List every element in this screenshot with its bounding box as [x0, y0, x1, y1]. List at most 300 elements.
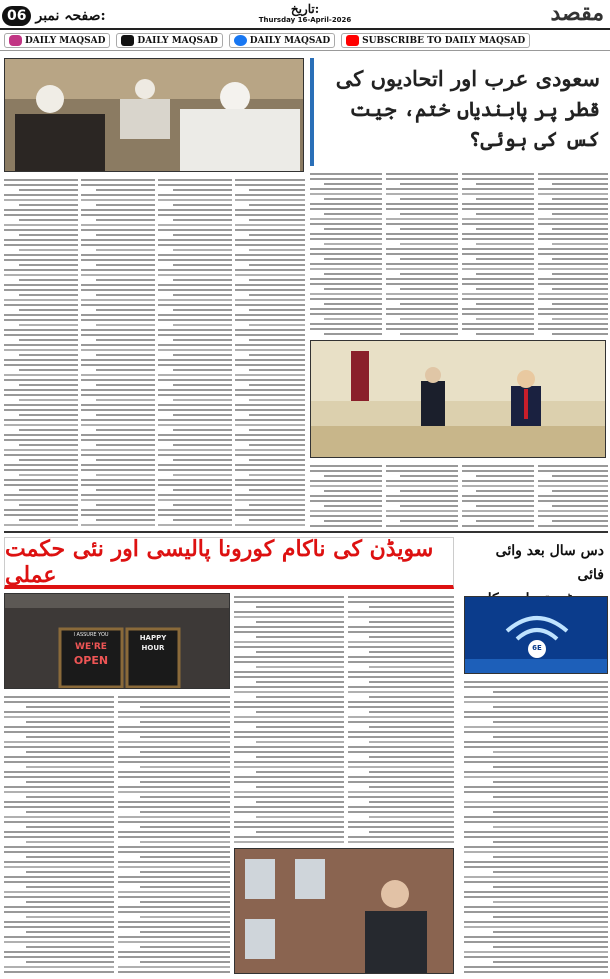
text-line — [173, 219, 232, 221]
text-line — [538, 328, 608, 330]
text-line — [552, 228, 608, 230]
text-line — [538, 510, 608, 512]
text-line — [476, 198, 534, 200]
text-line — [348, 631, 454, 633]
text-line — [249, 384, 305, 386]
text-line — [4, 184, 78, 186]
text-line — [249, 279, 305, 281]
text-line — [235, 344, 305, 346]
text-line — [234, 761, 344, 763]
instagram-icon — [9, 35, 22, 46]
text-line — [493, 721, 608, 723]
text-line — [348, 641, 454, 643]
text-line — [538, 283, 608, 285]
text-line — [118, 711, 230, 713]
text-line — [19, 234, 78, 236]
text-line — [538, 465, 608, 467]
text-line — [81, 314, 155, 316]
text-line — [310, 223, 382, 225]
text-line — [96, 324, 155, 326]
text-line — [234, 676, 344, 678]
text-line — [235, 439, 305, 441]
text-line — [235, 524, 305, 526]
text-line — [81, 439, 155, 441]
text-line — [140, 751, 230, 753]
text-line — [552, 198, 608, 200]
text-line — [4, 254, 78, 256]
text-line — [96, 399, 155, 401]
text-line — [26, 826, 114, 828]
text-line — [81, 214, 155, 216]
text-line — [96, 384, 155, 386]
text-line — [4, 936, 114, 938]
text-line — [462, 233, 534, 235]
text-line — [4, 484, 78, 486]
text-line — [81, 454, 155, 456]
text-line — [310, 263, 382, 265]
text-line — [234, 841, 344, 843]
text-line — [476, 273, 534, 275]
text-line — [96, 459, 155, 461]
text-line — [476, 243, 534, 245]
text-line — [19, 309, 78, 311]
page-number: 06 — [2, 6, 31, 26]
text-line — [81, 374, 155, 376]
text-line — [26, 796, 114, 798]
text-line — [256, 606, 344, 608]
text-line — [118, 926, 230, 928]
text-line — [310, 193, 382, 195]
text-line — [400, 288, 458, 290]
text-line — [369, 771, 454, 773]
text-line — [118, 756, 230, 758]
text-line — [476, 520, 534, 522]
text-line — [173, 264, 232, 266]
text-line — [552, 520, 608, 522]
social-label: SUBSCRIBE TO DAILY MAQSAD — [362, 35, 526, 46]
text-line — [476, 303, 534, 305]
top-text-column-11 — [462, 462, 534, 528]
text-line — [140, 841, 230, 843]
text-line — [464, 956, 608, 958]
text-line — [386, 293, 458, 295]
text-line — [324, 490, 382, 492]
text-line — [234, 671, 344, 673]
text-line — [26, 961, 114, 963]
text-line — [19, 399, 78, 401]
text-line — [235, 494, 305, 496]
text-line — [249, 189, 305, 191]
text-line — [26, 781, 114, 783]
text-line — [400, 475, 458, 477]
text-line — [158, 349, 232, 351]
text-line — [369, 696, 454, 698]
text-line — [235, 259, 305, 261]
text-line — [234, 781, 344, 783]
text-line — [118, 936, 230, 938]
text-line — [81, 254, 155, 256]
date-label: تاریخ: — [290, 2, 320, 16]
date-box — [240, 2, 370, 24]
text-line — [464, 926, 608, 928]
text-line — [464, 891, 608, 893]
text-line — [386, 328, 458, 330]
text-line — [369, 681, 454, 683]
text-line — [348, 596, 454, 598]
date-value: Thursday 16-April-2026 — [258, 16, 352, 24]
text-line — [173, 429, 232, 431]
text-line — [369, 726, 454, 728]
text-line — [493, 751, 608, 753]
text-line — [462, 480, 534, 482]
text-line — [310, 308, 382, 310]
text-line — [118, 881, 230, 883]
text-line — [158, 269, 232, 271]
text-line — [4, 926, 114, 928]
text-line — [310, 268, 382, 270]
text-line — [96, 219, 155, 221]
text-line — [118, 846, 230, 848]
text-line — [4, 449, 78, 451]
top-text-column-5 — [310, 170, 382, 336]
text-line — [81, 524, 155, 526]
text-line — [158, 274, 232, 276]
text-line — [19, 489, 78, 491]
text-line — [4, 319, 78, 321]
text-line — [4, 876, 114, 878]
oval-office-illustration — [311, 341, 606, 458]
text-line — [348, 841, 454, 843]
text-line — [81, 259, 155, 261]
text-line — [249, 324, 305, 326]
text-line — [173, 204, 232, 206]
text-line — [4, 314, 78, 316]
text-line — [476, 490, 534, 492]
text-line — [400, 243, 458, 245]
text-line — [234, 791, 344, 793]
text-line — [538, 253, 608, 255]
text-line — [81, 239, 155, 241]
text-line — [386, 283, 458, 285]
text-line — [369, 786, 454, 788]
youtube-icon — [346, 35, 359, 46]
text-line — [235, 199, 305, 201]
text-line — [81, 389, 155, 391]
text-line — [118, 861, 230, 863]
text-line — [96, 279, 155, 281]
text-line — [249, 459, 305, 461]
social-youtube[interactable] — [341, 33, 530, 48]
text-line — [158, 229, 232, 231]
text-line — [348, 791, 454, 793]
text-line — [348, 691, 454, 693]
text-line — [4, 499, 78, 501]
wifi-signal-icon — [465, 597, 608, 674]
text-line — [369, 666, 454, 668]
text-line — [158, 209, 232, 211]
text-line — [249, 309, 305, 311]
text-line — [234, 736, 344, 738]
text-line — [538, 218, 608, 220]
text-line — [348, 706, 454, 708]
text-line — [81, 244, 155, 246]
page-header — [0, 0, 610, 30]
text-line — [234, 706, 344, 708]
text-line — [235, 314, 305, 316]
text-line — [81, 469, 155, 471]
social-facebook[interactable] — [229, 33, 335, 48]
wifi-image-text: 6E — [532, 644, 542, 652]
text-line — [4, 179, 78, 181]
text-line — [235, 419, 305, 421]
text-line — [476, 288, 534, 290]
text-line — [386, 323, 458, 325]
text-line — [118, 941, 230, 943]
text-line — [310, 293, 382, 295]
text-line — [173, 459, 232, 461]
text-line — [464, 711, 608, 713]
text-line — [234, 601, 344, 603]
social-x[interactable] — [116, 33, 222, 48]
text-line — [118, 891, 230, 893]
text-line — [81, 299, 155, 301]
text-line — [386, 485, 458, 487]
text-line — [81, 349, 155, 351]
text-line — [324, 183, 382, 185]
text-line — [348, 616, 454, 618]
text-line — [4, 956, 114, 958]
text-line — [4, 404, 78, 406]
text-line — [464, 786, 608, 788]
text-line — [235, 359, 305, 361]
top-text-column-8 — [538, 170, 608, 336]
text-line — [249, 504, 305, 506]
text-line — [324, 303, 382, 305]
text-line — [96, 369, 155, 371]
text-line — [96, 309, 155, 311]
text-line — [4, 716, 114, 718]
text-line — [96, 354, 155, 356]
text-line — [464, 686, 608, 688]
text-line — [464, 851, 608, 853]
text-line — [464, 756, 608, 758]
sign-text-3: OPEN — [73, 654, 109, 667]
text-line — [386, 278, 458, 280]
text-line — [235, 224, 305, 226]
section-divider — [4, 531, 608, 533]
text-line — [4, 349, 78, 351]
text-line — [234, 796, 344, 798]
text-line — [310, 218, 382, 220]
text-line — [386, 470, 458, 472]
text-line — [462, 485, 534, 487]
text-line — [140, 946, 230, 948]
text-line — [4, 239, 78, 241]
text-line — [400, 505, 458, 507]
text-line — [493, 841, 608, 843]
text-line — [324, 243, 382, 245]
text-line — [552, 490, 608, 492]
text-line — [19, 414, 78, 416]
text-line — [400, 273, 458, 275]
text-line — [81, 319, 155, 321]
text-line — [173, 234, 232, 236]
text-line — [234, 626, 344, 628]
text-line — [173, 489, 232, 491]
text-line — [310, 465, 382, 467]
text-line — [118, 951, 230, 953]
text-line — [256, 681, 344, 683]
text-line — [369, 606, 454, 608]
text-line — [462, 218, 534, 220]
text-line — [324, 198, 382, 200]
text-line — [310, 178, 382, 180]
text-line — [310, 470, 382, 472]
text-line — [256, 816, 344, 818]
text-line — [464, 831, 608, 833]
text-line — [256, 636, 344, 638]
text-line — [158, 319, 232, 321]
text-line — [118, 761, 230, 763]
text-line — [118, 741, 230, 743]
text-line — [386, 495, 458, 497]
text-line — [464, 716, 608, 718]
text-line — [235, 499, 305, 501]
text-line — [348, 761, 454, 763]
social-label: DAILY MAQSAD — [249, 35, 331, 46]
text-line — [158, 404, 232, 406]
text-line — [493, 901, 608, 903]
text-line — [462, 253, 534, 255]
top-article-photo — [4, 58, 304, 172]
text-line — [118, 816, 230, 818]
text-line — [173, 294, 232, 296]
text-line — [26, 811, 114, 813]
text-line — [348, 721, 454, 723]
text-line — [235, 269, 305, 271]
text-line — [493, 826, 608, 828]
text-line — [234, 596, 344, 598]
text-line — [235, 509, 305, 511]
text-line — [4, 701, 114, 703]
text-line — [4, 439, 78, 441]
text-line — [118, 821, 230, 823]
text-line — [81, 194, 155, 196]
open-sign-photo — [4, 593, 230, 689]
text-line — [4, 921, 114, 923]
text-line — [552, 243, 608, 245]
text-line — [256, 801, 344, 803]
text-line — [235, 404, 305, 406]
text-line — [158, 514, 232, 516]
text-line — [538, 485, 608, 487]
text-line — [81, 394, 155, 396]
social-bar — [0, 31, 610, 51]
text-line — [140, 811, 230, 813]
text-line — [4, 454, 78, 456]
text-line — [386, 173, 458, 175]
text-line — [234, 656, 344, 658]
text-line — [158, 419, 232, 421]
text-line — [4, 761, 114, 763]
text-line — [140, 766, 230, 768]
text-line — [462, 248, 534, 250]
text-line — [4, 419, 78, 421]
text-line — [462, 193, 534, 195]
text-line — [386, 188, 458, 190]
text-line — [118, 876, 230, 878]
text-line — [140, 856, 230, 858]
text-line — [310, 283, 382, 285]
text-line — [81, 229, 155, 231]
bottom-headline-banner — [4, 537, 454, 589]
text-line — [249, 339, 305, 341]
text-line — [173, 474, 232, 476]
page-number-label: صفحہ نمبر: — [35, 8, 106, 24]
text-line — [348, 796, 454, 798]
text-line — [118, 836, 230, 838]
text-line — [4, 801, 114, 803]
text-line — [476, 258, 534, 260]
top-text-column-12 — [538, 462, 608, 528]
text-line — [158, 389, 232, 391]
text-line — [476, 183, 534, 185]
text-line — [4, 836, 114, 838]
text-line — [158, 239, 232, 241]
text-line — [348, 671, 454, 673]
newspaper-logo: مقصد — [550, 0, 604, 26]
social-instagram[interactable] — [4, 33, 110, 48]
top-text-column-1 — [4, 176, 78, 526]
text-line — [4, 861, 114, 863]
text-line — [4, 424, 78, 426]
text-line — [140, 886, 230, 888]
text-line — [118, 806, 230, 808]
text-line — [464, 776, 608, 778]
text-line — [476, 228, 534, 230]
text-line — [140, 736, 230, 738]
text-line — [118, 696, 230, 698]
text-line — [19, 369, 78, 371]
text-line — [464, 896, 608, 898]
text-line — [348, 626, 454, 628]
text-line — [538, 278, 608, 280]
text-line — [324, 318, 382, 320]
text-line — [348, 766, 454, 768]
text-line — [464, 821, 608, 823]
text-line — [235, 374, 305, 376]
text-line — [324, 258, 382, 260]
text-line — [464, 941, 608, 943]
text-line — [538, 515, 608, 517]
text-line — [249, 234, 305, 236]
top-text-column-6 — [386, 170, 458, 336]
text-line — [235, 239, 305, 241]
text-line — [158, 334, 232, 336]
text-line — [234, 821, 344, 823]
text-line — [235, 364, 305, 366]
text-line — [462, 283, 534, 285]
text-line — [158, 244, 232, 246]
text-line — [4, 866, 114, 868]
text-line — [158, 484, 232, 486]
text-line — [235, 244, 305, 246]
text-line — [19, 189, 78, 191]
text-line — [235, 299, 305, 301]
text-line — [26, 766, 114, 768]
text-line — [493, 916, 608, 918]
text-line — [310, 313, 382, 315]
